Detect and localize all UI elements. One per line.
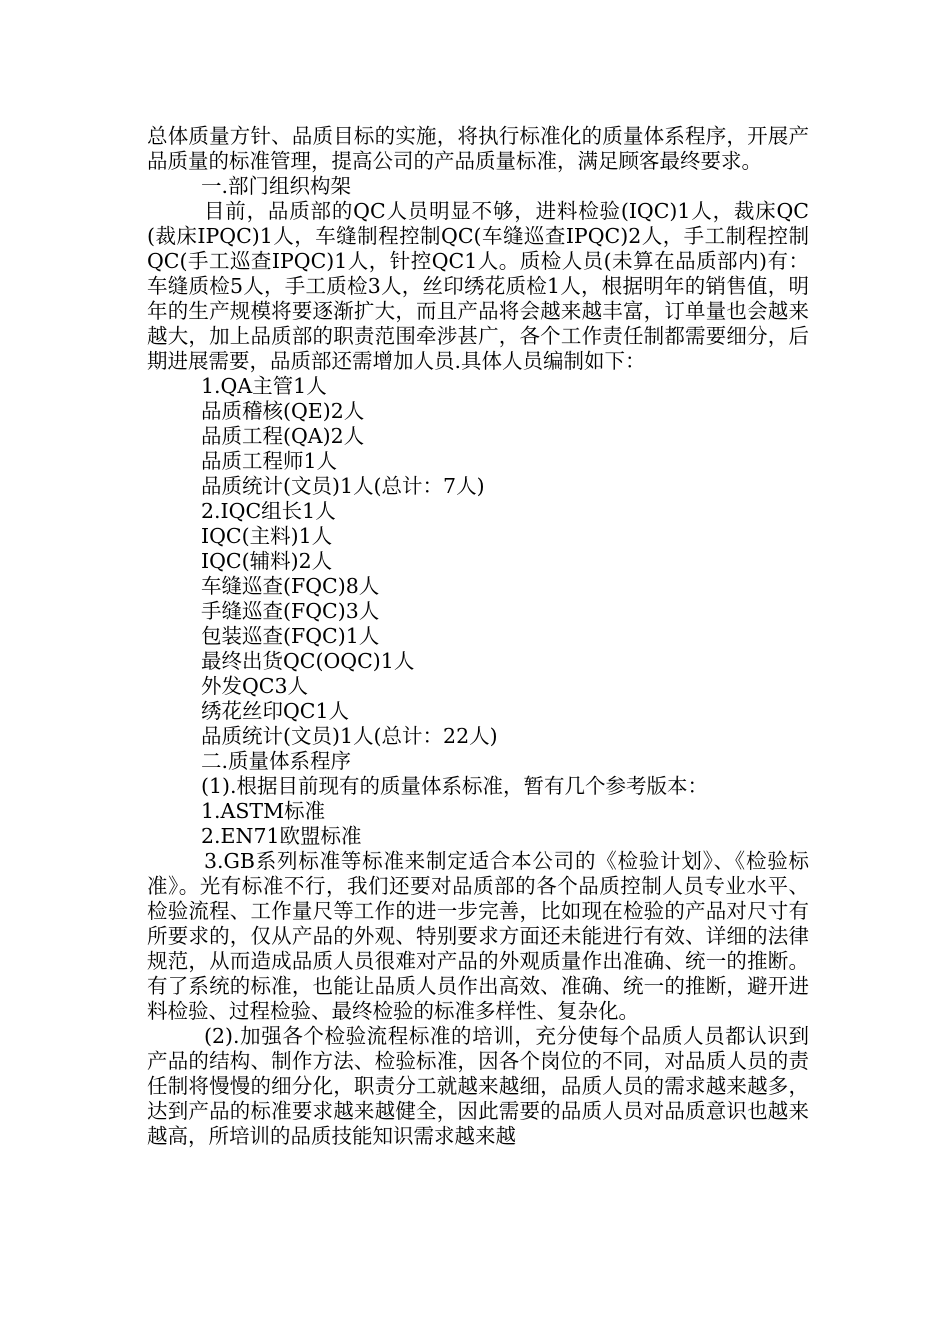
staff-list-item: 2.IQC组长1人 [201,499,336,523]
org-structure-paragraph: 目前，品质部的QC人员明显不够，进料检验(IQC)1人，裁床QC(裁床IPQC)1人，车缝制程控制QC(车缝巡查IPQC)2人，手工制程控制QC(手工巡查IPQC)1人，针控QC1人。质检人员(未算在品质部内)有：车缝质检5人，手工质检3人，丝印绣花质检1人，根据明年的销售值，明年的生产规模将要逐渐扩大，而且产品将会越来越丰富，订单量也会越来越大，加上品质部的职责范围牵涉甚广，各个工作责任制都需要细分，后期进展需要，品质部还需增加人员.具体人员编制如下： [147,199,809,373]
staff-list-item: 最终出货QC(OQC)1人 [201,649,415,673]
standard-item: 2.EN71欧盟标准 [201,824,362,848]
intro-paragraph: 总体质量方针、品质目标的实施，将执行标准化的质量体系程序，开展产品质量的标准管理，提高公司的产品质量标准，满足顾客最终要求。 [147,124,809,173]
standard-item: 1.ASTM标准 [201,799,326,823]
staff-list-item: IQC(主料)1人 [201,524,333,548]
staff-list-item: 绣花丝印QC1人 [201,699,350,723]
staff-list-item: 包装巡查(FQC)1人 [201,624,380,648]
staff-list-item: 品质稽核(QE)2人 [201,399,365,423]
training-paragraph: (2).加强各个检验流程标准的培训，充分使每个品质人员都认识到产品的结构、制作方法、检验标准，因各个岗位的不同，对品质人员的责任制将慢慢的细分化，职责分工就越来越细，品质人员的需求越来越多，达到产品的标准要求越来越健全，因此需要的品质人员对品质意识也越来越高，所培训的品质技能知识需求越来越 [147,1024,809,1148]
staff-list-item: 1.QA主管1人 [201,374,327,398]
section-1-heading: 一.部门组织构架 [201,174,352,198]
staff-list-item: 品质统计(文员)1人(总计：7人) [201,474,485,498]
staff-list-item: 品质工程师1人 [201,449,338,473]
staff-list-item: 品质工程(QA)2人 [201,424,365,448]
standards-paragraph: 3.GB系列标准等标准来制定适合本公司的《检验计划》、《检验标准》。光有标准不行，我们还要对品质部的各个品质控制人员专业水平、检验流程、工作量尺等工作的进一步完善，比如现在检验的产品对尺寸有所要求的，仅从产品的外观、特别要求方面还未能进行有效、详细的法律规范，从而造成品质人员很难对产品的外观质量作出准确、统一的推断。有了系统的标准，也能让品质人员作出高效、准确、统一的推断，避开进料检验、过程检验、最终检验的标准多样性、复杂化。 [147,849,809,1023]
staff-list-item: 车缝巡查(FQC)8人 [201,574,380,598]
staff-list-item: 品质统计(文员)1人(总计：22人) [201,724,498,748]
section-2-intro: (1).根据目前现有的质量体系标准，暂有几个参考版本： [201,774,709,798]
staff-list-item: 手缝巡查(FQC)3人 [201,599,380,623]
staff-list-item: 外发QC3人 [201,674,309,698]
document-body [147,124,809,1149]
staff-list-item: IQC(辅料)2人 [201,549,333,573]
section-2-heading: 二.质量体系程序 [201,749,352,773]
